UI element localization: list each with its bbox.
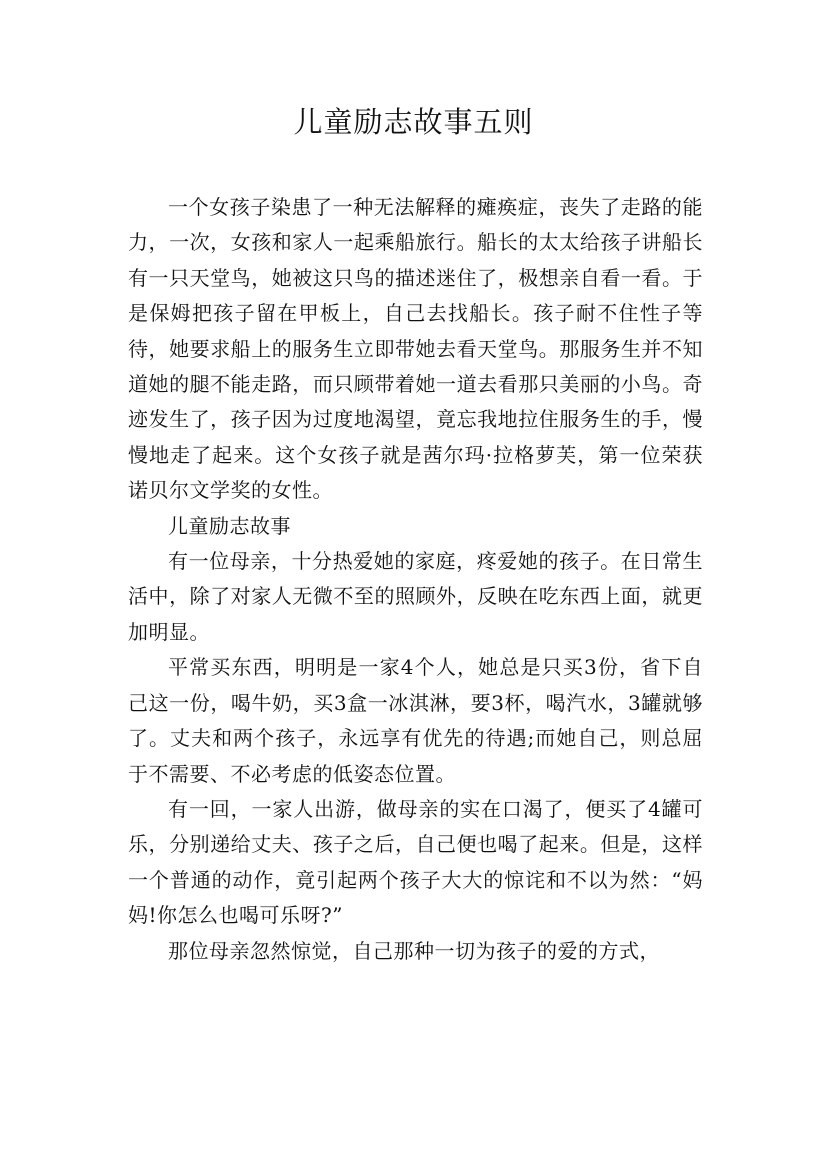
paragraph-story-2-shopping: 平常买东西，明明是一家4个人，她总是只买3份，省下自己这一份，喝牛奶，买3盒一冰淇淋，要3杯，喝汽水，3罐就够了。丈夫和两个孩子，永远享有优先的待遇;而她自己，则总屈于不需要、不必考虑的低姿态位置。 bbox=[128, 655, 703, 786]
document-title: 儿童励志故事五则 bbox=[293, 105, 534, 139]
document-body bbox=[128, 190, 703, 969]
paragraph-story-2-intro: 有一位母亲，十分热爱她的家庭，疼爱她的孩子。在日常生活中，除了对家人无微不至的照顾外，反映在吃东西上面，就更加明显。 bbox=[128, 549, 703, 644]
paragraph-story-2-outing: 有一回，一家人出游，做母亲的实在口渴了，便买了4罐可乐，分别递给丈夫、孩子之后，自己便也喝了起来。但是，这样一个普通的动作，竟引起两个孩子大大的惊诧和不以为然：“妈妈!你怎么也喝可乐呀?” bbox=[128, 796, 703, 928]
section-heading: 儿童励志故事 bbox=[168, 513, 291, 538]
paragraph-story-2-realization: 那位母亲忽然惊觉，自己那种一切为孩子的爱的方式， bbox=[168, 938, 660, 963]
paragraph-story-1: 一个女孩子染患了一种无法解释的瘫痪症，丧失了走路的能力，一次，女孩和家人一起乘船旅行。船长的太太给孩子讲船长有一只天堂鸟，她被这只鸟的描述迷住了，极想亲自看一看。于是保姆把孩子留在甲板上，自己去找船长。孩子耐不住性子等待，她要求船上的服务生立即带她去看天堂鸟。那服务生并不知道她的腿不能走路，而只顾带着她一道去看那只美丽的小鸟。奇迹发生了，孩子因为过度地渴望，竟忘我地拉住服务生的手，慢慢地走了起来。这个女孩子就是茜尔玛·拉格萝芙，第一位荣获诺贝尔文学奖的女性。 bbox=[128, 195, 703, 503]
